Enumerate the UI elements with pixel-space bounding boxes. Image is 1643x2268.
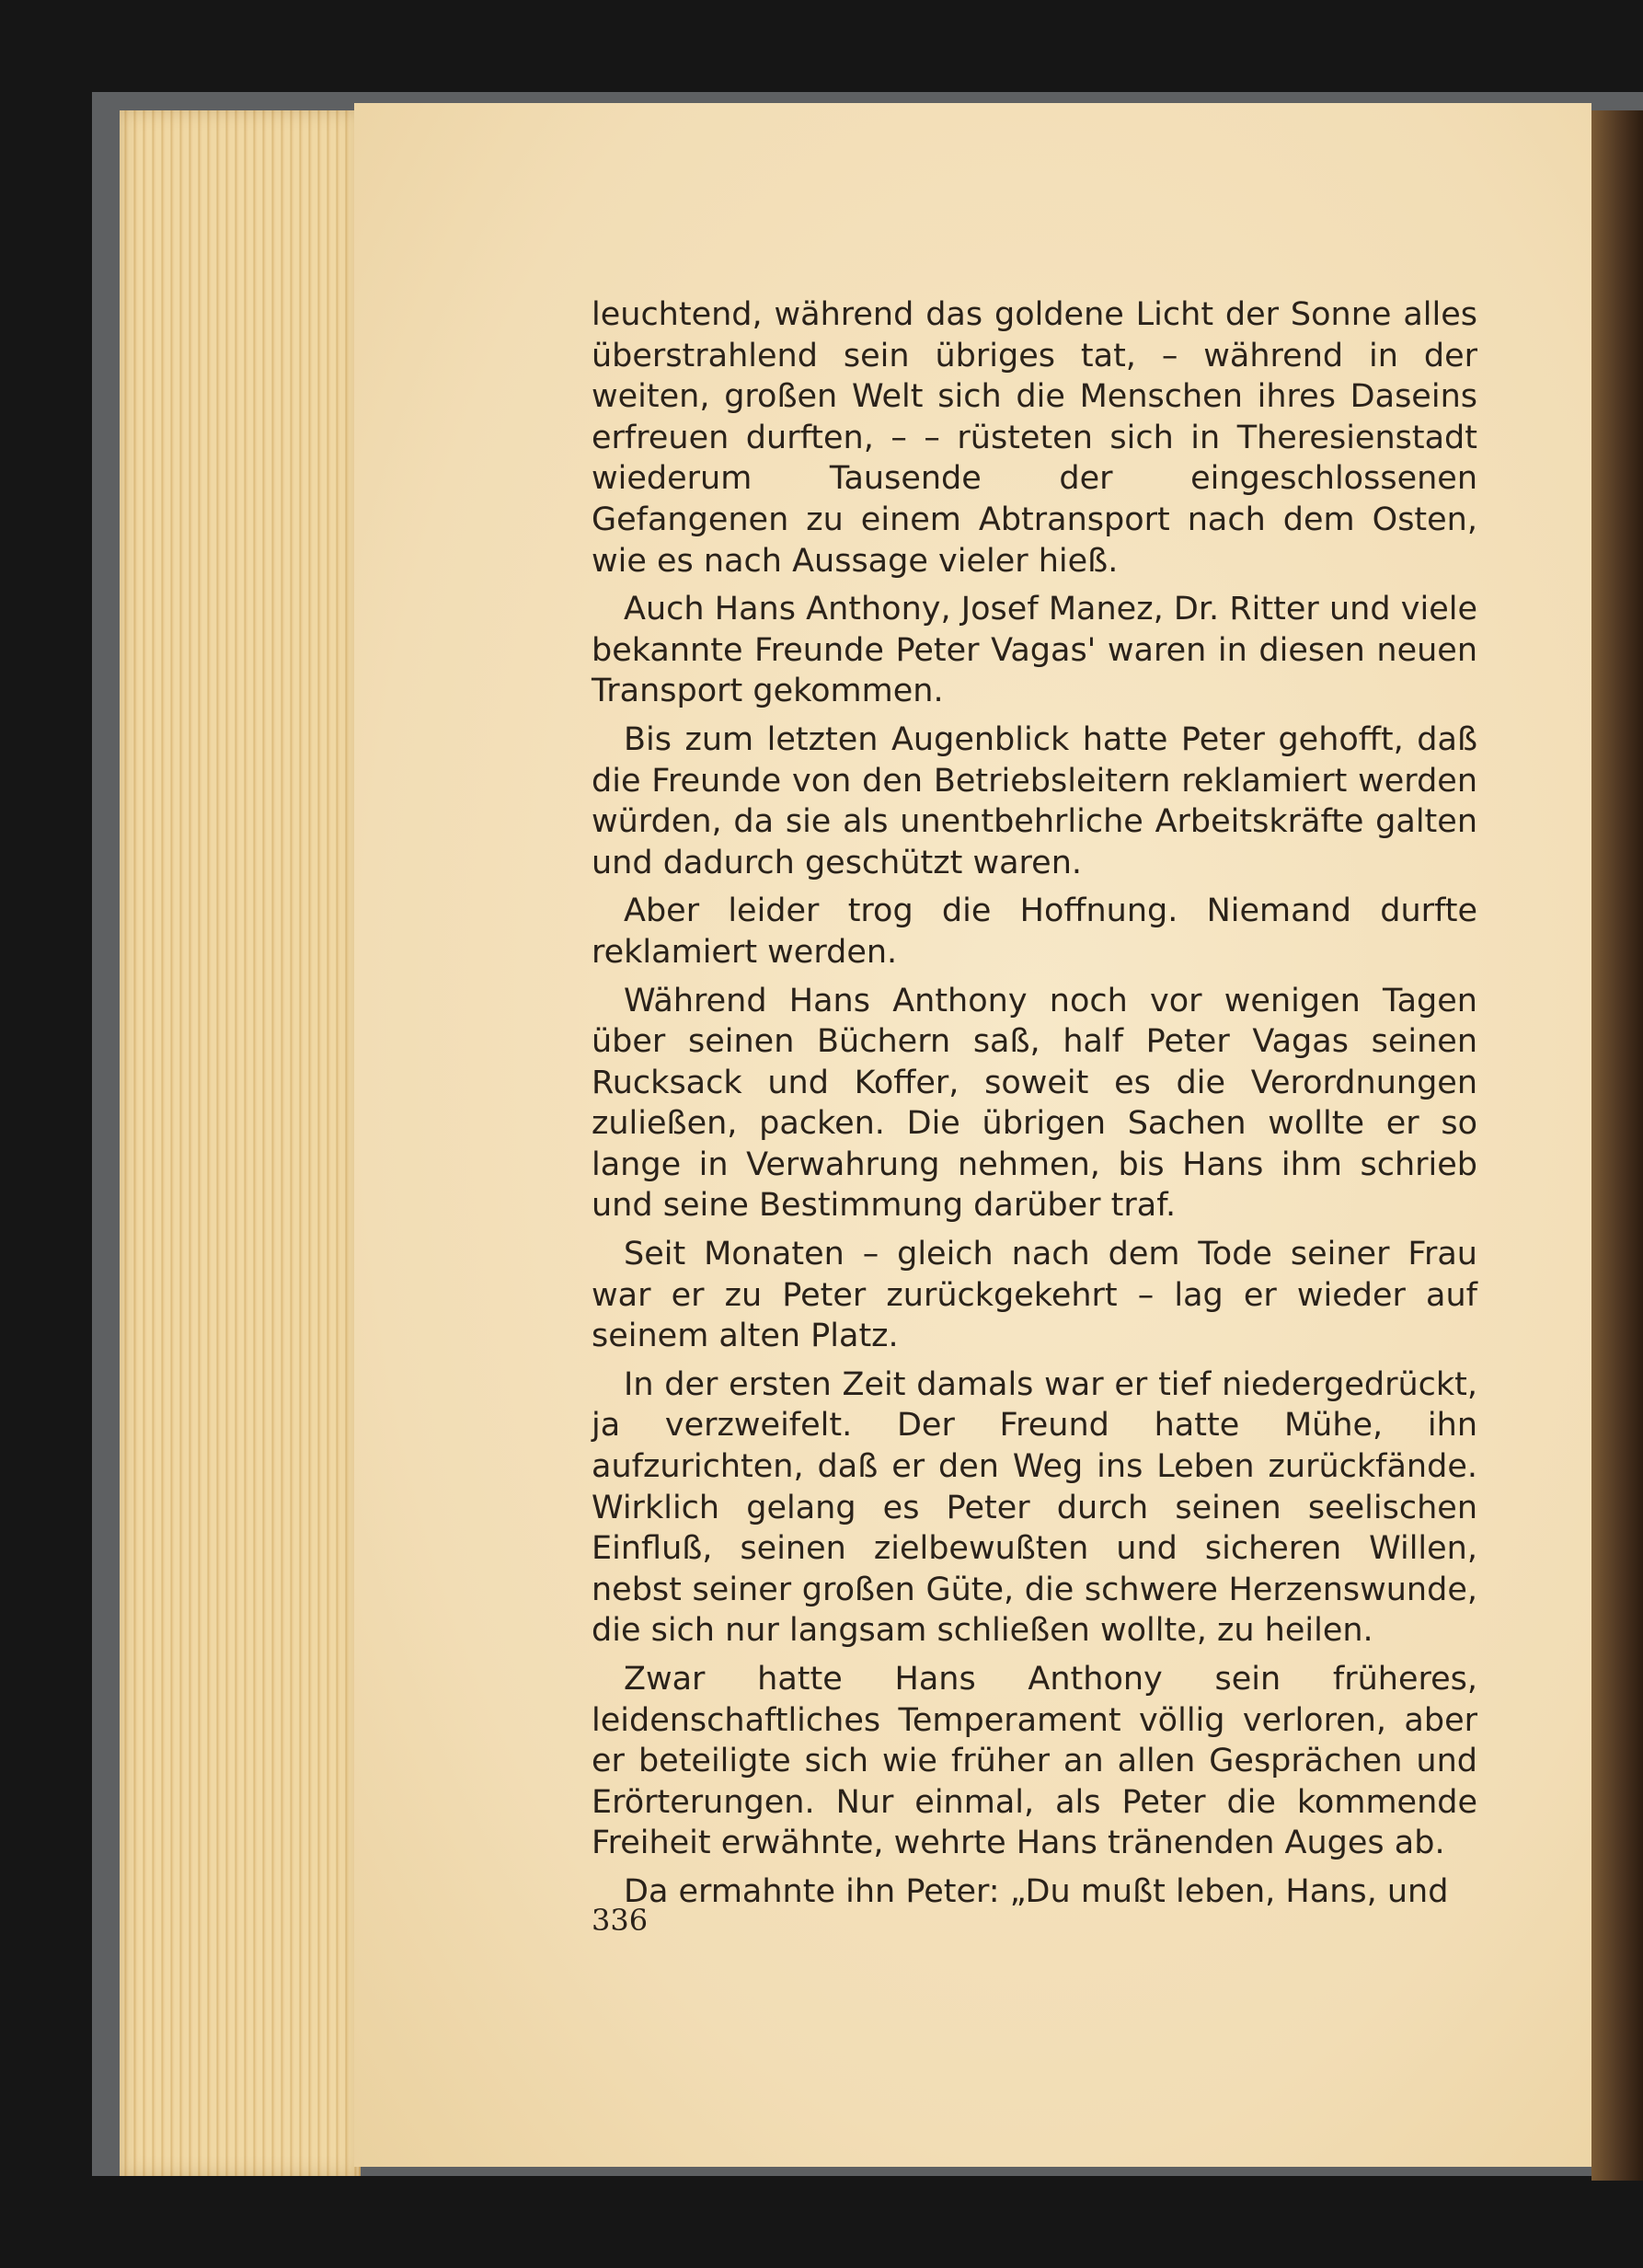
page-number: 336 bbox=[592, 1903, 649, 1938]
paragraph: Auch Hans Anthony, Josef Manez, Dr. Ritter und viele bekannte Freunde Peter Vagas' waren in diesen neuen Transport gekommen. bbox=[592, 591, 1477, 710]
page-edges bbox=[120, 110, 361, 2176]
paragraph: leuchtend, während das goldene Licht der Sonne alles überstrahlend sein übriges tat, – während in der weiten, großen Welt sich die Menschen ihres Daseins erfreuen durften, – – rüsteten sich in Theresienstadt wiederum Tausende der eingeschlossenen Gefangenen zu einem Abtransport nach dem Osten, wie es nach Aussage vieler hieß. bbox=[592, 296, 1477, 580]
paragraph: Bis zum letzten Augenblick hatte Peter gehofft, daß die Freunde von den Betriebsleitern reklamiert werden würden, da sie als unentbehrliche Arbeitskräfte galten und dadurch geschützt waren. bbox=[592, 720, 1477, 881]
paragraph: Seit Monaten – gleich nach dem Tode seiner Frau war er zu Peter zurückgekehrt – lag er wieder auf seinem alten Platz. bbox=[592, 1236, 1477, 1355]
paragraph: In der ersten Zeit damals war er tief niedergedrückt, ja verzweifelt. Der Freund hatte Mühe, ihn aufzurichten, daß er den Weg ins Leben zurückfände. Wirklich gelang es Peter durch seinen seelischen Einfluß, seinen zielbewußten und sicheren Willen, nebst seiner großen Güte, die schwere Herzenswunde, die sich nur langsam schließen wollte, zu heilen. bbox=[592, 1365, 1477, 1650]
body-text bbox=[592, 294, 1477, 1920]
book-spine bbox=[1591, 110, 1643, 2181]
paragraph: Da ermahnte ihn Peter: „Du mußt leben, Hans, und bbox=[624, 1872, 1449, 1910]
paragraph: Aber leider trog die Hoffnung. Niemand durfte reklamiert werden. bbox=[592, 892, 1477, 971]
paragraph: Zwar hatte Hans Anthony sein früheres, leidenschaftliches Temperament völlig verloren, aber er beteiligte sich wie früher an allen Gesprächen und Erörterungen. Nur einmal, als Peter die kommende Freiheit erwähnte, wehrte Hans tränenden Auges ab. bbox=[592, 1661, 1477, 1862]
paragraph: Während Hans Anthony noch vor wenigen Tagen über seinen Büchern saß, half Peter Vagas seinen Rucksack und Koffer, soweit es die Verordnungen zuließen, packen. Die übrigen Sachen wollte er so lange in Verwahrung nehmen, bis Hans ihm schrieb und seine Bestimmung darüber traf. bbox=[592, 982, 1477, 1225]
